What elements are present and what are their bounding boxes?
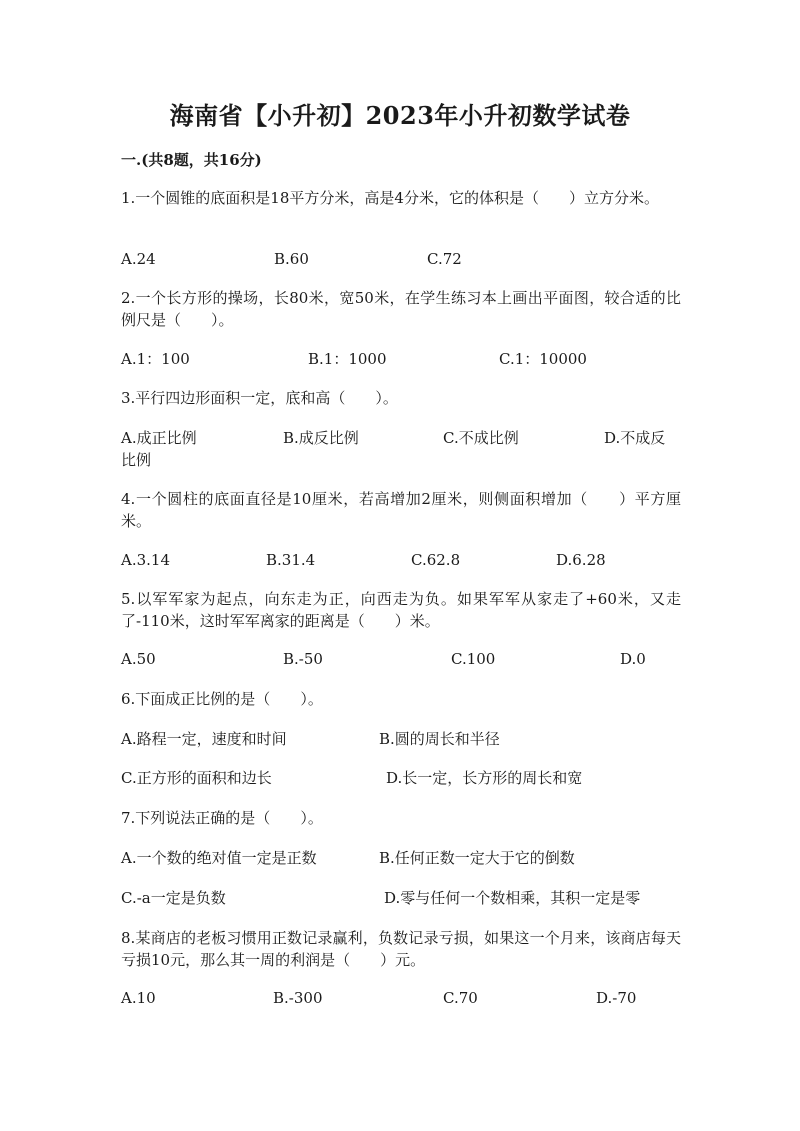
question-8-option-a: A.10 — [121, 989, 156, 1007]
question-7-option-b: B.任何正数一定大于它的倒数 — [379, 849, 575, 867]
question-8-stem: 8.某商店的老板习惯用正数记录赢利，负数记录亏损，如果这一个月来，该商店每天亏损10元，那么其一周的利润是（ ）元。 — [121, 929, 681, 969]
question-6-option-d: D.长一定，长方形的周长和宽 — [386, 769, 583, 787]
question-8-option-c: C.70 — [443, 989, 478, 1007]
question-4-option-b: B.31.4 — [266, 551, 316, 569]
question-7-stem: 7.下列说法正确的是（ ）。 — [121, 809, 323, 827]
question-6-stem: 6.下面成正比例的是（ ）。 — [121, 690, 323, 708]
question-5-option-b: B.-50 — [283, 650, 323, 668]
question-4-stem: 4.一个圆柱的底面直径是10厘米，若高增加2厘米，则侧面积增加（ ）平方厘米。 — [121, 490, 681, 530]
question-1-option-b: B.60 — [274, 250, 309, 268]
question-3-option-d-wrap: 比例 — [121, 451, 152, 469]
question-3-stem: 3.平行四边形面积一定，底和高（ ）。 — [121, 389, 398, 407]
question-5-stem: 5.以军军家为起点，向东走为正，向西走为负。如果军军从家走了+60米，又走了-110米，这时军军离家的距离是（ ）米。 — [121, 590, 681, 630]
question-1-stem: 1.一个圆锥的底面积是18平方分米，高是4分米，它的体积是（ ）立方分米。 — [121, 189, 659, 207]
question-2-option-a: A.1：100 — [121, 350, 190, 368]
question-7-option-d: D.零与任何一个数相乘，其积一定是零 — [384, 889, 641, 907]
question-7-option-c: C.-a一定是负数 — [121, 889, 226, 907]
question-4-option-a: A.3.14 — [121, 551, 170, 569]
question-6-option-a: A.路程一定，速度和时间 — [121, 730, 287, 748]
question-8-option-d: D.-70 — [596, 989, 637, 1007]
question-1-option-c: C.72 — [427, 250, 462, 268]
exam-title: 海南省【小升初】2023年小升初数学试卷 — [169, 101, 631, 130]
question-3-option-a: A.成正比例 — [121, 429, 197, 447]
question-5-option-c: C.100 — [451, 650, 496, 668]
question-5-option-d: D.0 — [620, 650, 646, 668]
question-1-option-a: A.24 — [121, 250, 156, 268]
question-2-option-c: C.1：10000 — [499, 350, 587, 368]
question-3-option-b: B.成反比例 — [283, 429, 359, 447]
section-heading: 一.(共8题，共16分) — [121, 151, 262, 169]
question-7-option-a: A.一个数的绝对值一定是正数 — [121, 849, 317, 867]
question-6-option-c: C.正方形的面积和边长 — [121, 769, 272, 787]
question-8-option-b: B.-300 — [273, 989, 323, 1007]
question-2-stem: 2.一个长方形的操场，长80米，宽50米，在学生练习本上画出平面图，较合适的比例尺是（ ）。 — [121, 289, 681, 329]
question-4-option-d: D.6.28 — [556, 551, 606, 569]
question-6-option-b: B.圆的周长和半径 — [379, 730, 500, 748]
question-2-option-b: B.1：1000 — [308, 350, 387, 368]
question-5-option-a: A.50 — [121, 650, 156, 668]
question-4-option-c: C.62.8 — [411, 551, 461, 569]
question-3-option-d: D.不成反 — [604, 429, 666, 447]
question-3-option-c: C.不成比例 — [443, 429, 519, 447]
